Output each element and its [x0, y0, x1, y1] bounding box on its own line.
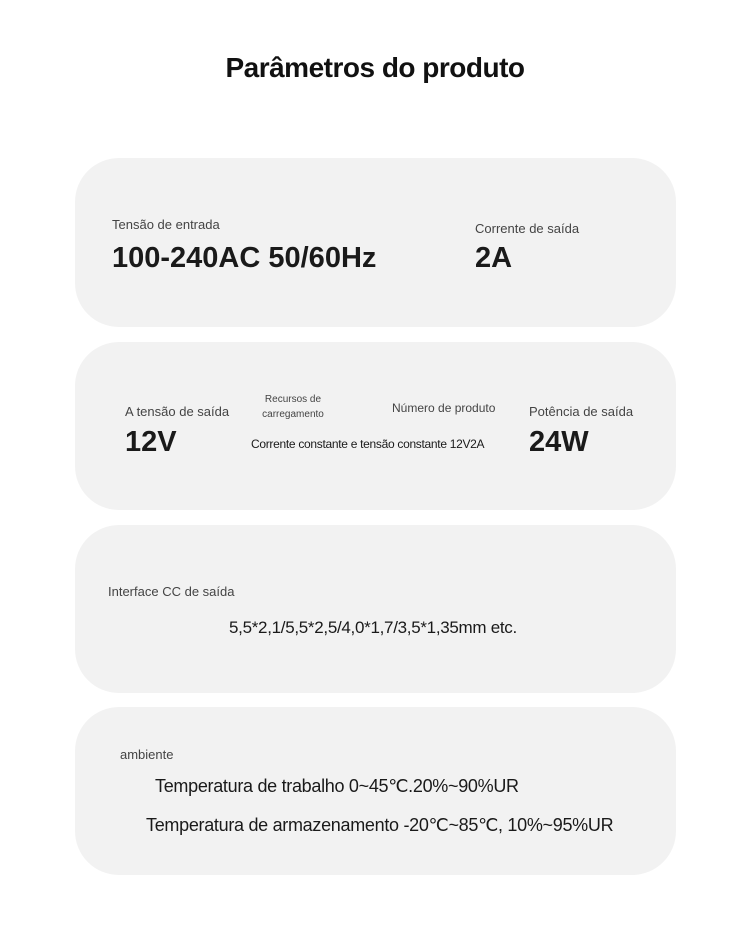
- output-power-label: Potência de saída: [529, 404, 634, 419]
- output-voltage-value: 12V: [125, 426, 177, 458]
- charging-features-label-line1: Recursos de: [264, 394, 322, 405]
- storage-temperature: Temperatura de armazenamento -20℃~85℃, 10%~95%UR: [146, 815, 614, 835]
- charging-features-label-line2: carregamento: [262, 409, 324, 420]
- dc-interface-value: 5,5*2,1/5,5*2,5/4,0*1,7/3,5*1,35mm etc.: [229, 618, 517, 637]
- product-number-label: Número de produto: [392, 401, 496, 415]
- output-current-value: 2A: [475, 242, 513, 274]
- interface-spec-card: [75, 525, 676, 693]
- charging-features-label: [260, 392, 326, 422]
- output-current-label: Corrente de saída: [475, 221, 580, 236]
- dc-interface-label: Interface CC de saída: [108, 584, 235, 599]
- input-voltage-value: 100-240AC 50/60Hz: [112, 242, 377, 274]
- output-spec-card: [75, 342, 676, 510]
- charging-features-value: Corrente constante e tensão constante 12V2A: [251, 437, 485, 451]
- environment-spec-card: [75, 707, 676, 875]
- input-voltage-label: Tensão de entrada: [112, 217, 220, 232]
- working-temperature: Temperatura de trabalho 0~45℃.20%~90%UR: [155, 776, 519, 796]
- environment-label: ambiente: [120, 747, 174, 762]
- input-spec-card: [75, 158, 676, 327]
- output-voltage-label: A tensão de saída: [125, 404, 230, 419]
- page-title: Parâmetros do produto: [225, 52, 525, 83]
- output-power-value: 24W: [529, 426, 589, 458]
